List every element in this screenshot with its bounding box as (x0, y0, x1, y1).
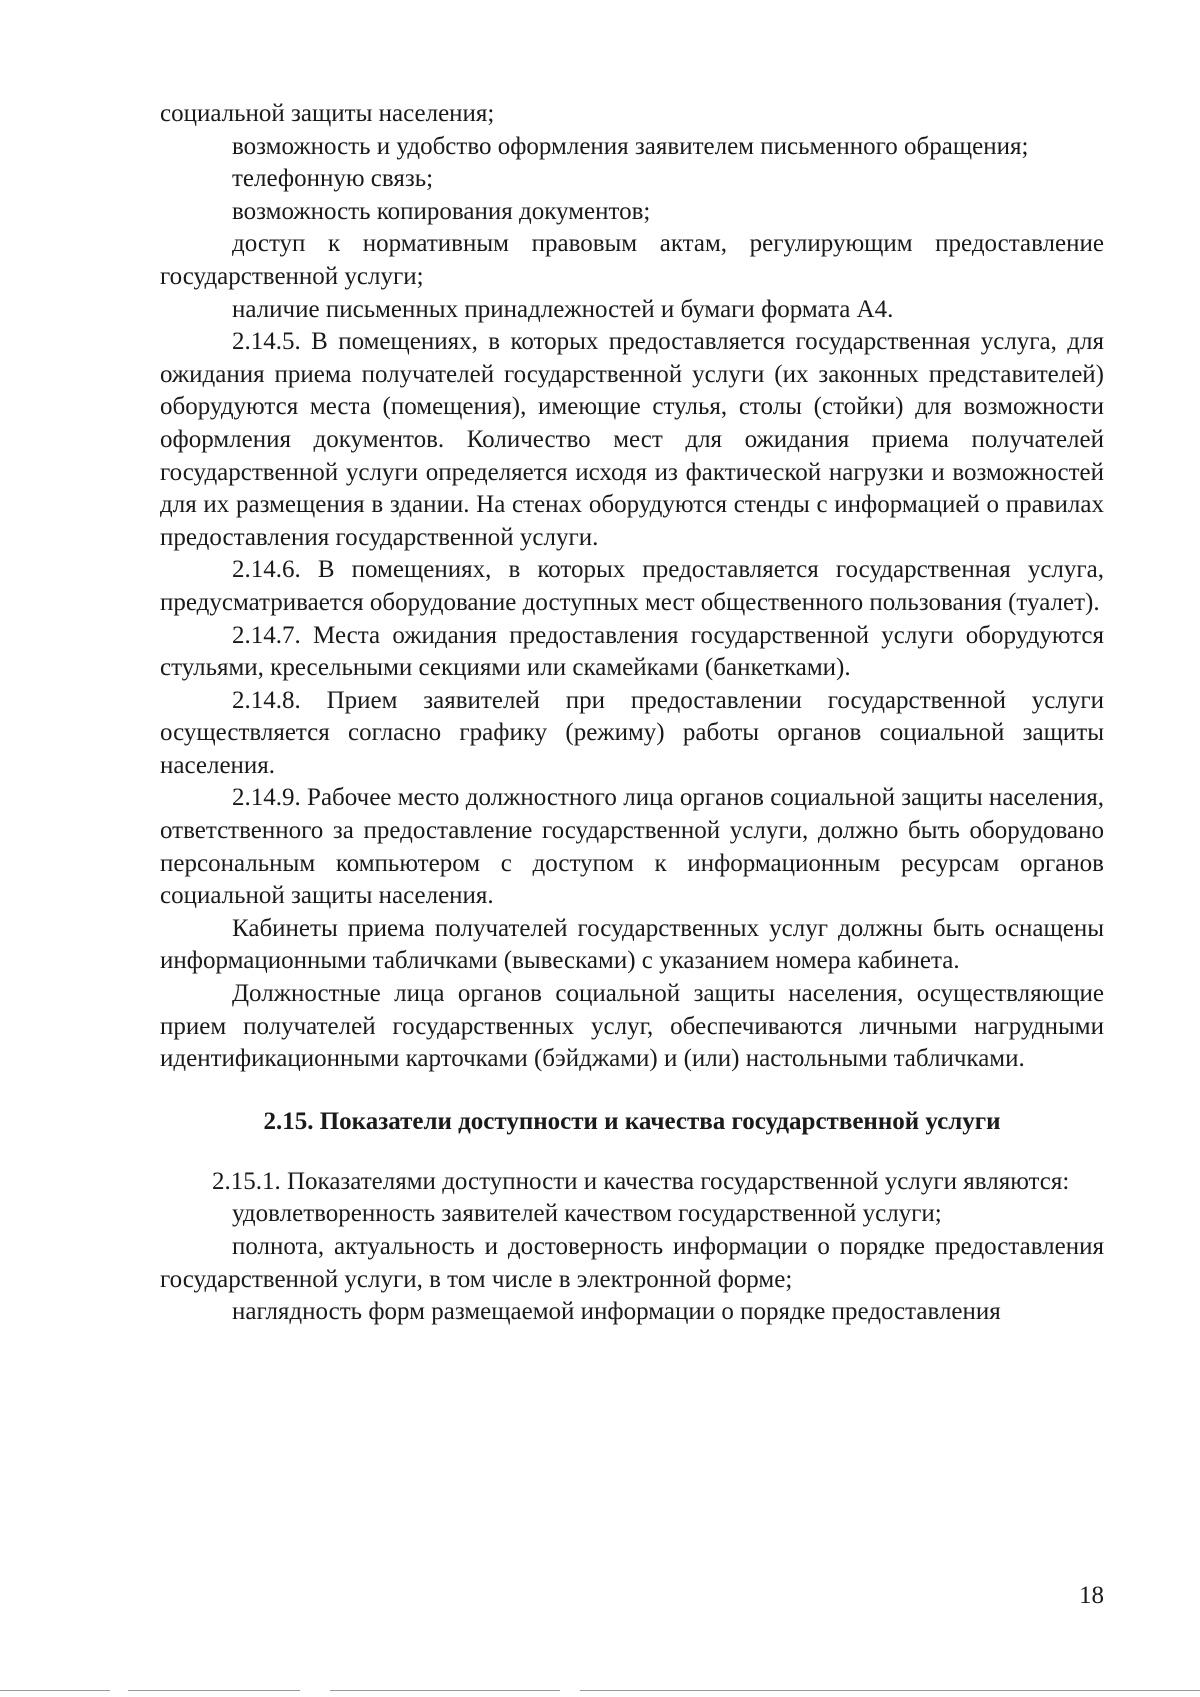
paragraph-2: возможность и удобство оформления заявителем письменного обращения; (232, 132, 1029, 160)
paragraph-6: наличие письменных принадлежностей и бумаги формата А4. (232, 295, 894, 323)
paragraph-2-14-9: 2.14.9. Рабочее место должностного лица органов социальной защиты населения, ответственного за предоставление государственной услуги, должно быть оборудовано персональным компьютером с доступом к информационным ресурсам органов социальной защиты населения. (160, 784, 1104, 910)
paragraph-visibility: наглядность форм размещаемой информации о порядке предоставления (232, 1298, 1001, 1326)
paragraph-2-14-8: 2.14.8. Прием заявителей при предоставлении государственной услуги осуществляется согласно графику (режиму) работы органов социальной защиты населения. (160, 686, 1104, 779)
paragraph-1: социальной защиты населения; (160, 100, 495, 127)
paragraph-5: доступ к нормативным правовым актам, регулирующим предоставление государственной услуги; (160, 230, 1104, 290)
scan-edge-line (0, 1690, 1200, 1691)
document-body (160, 98, 1104, 1329)
paragraph-2-15-1: 2.15.1. Показателями доступности и качества государственной услуги являются: (212, 1167, 1070, 1195)
paragraph-3: телефонную связь; (232, 165, 434, 193)
paragraph-2-14-7: 2.14.7. Места ожидания предоставления государственной услуги оборудуются стульями, кресельными секциями или скамейками (банкетками). (160, 621, 1104, 682)
section-heading: 2.15. Показатели доступности и качества государственной услуги (263, 1107, 1001, 1135)
paragraph-satisfaction: удовлетворенность заявителей качеством государственной услуги; (232, 1200, 942, 1228)
paragraph-completeness: полнота, актуальность и достоверность информации о порядке предоставления государственной услуги, в том числе в электронной форме; (160, 1233, 1104, 1293)
paragraph-2-14-5: 2.14.5. В помещениях, в которых предоставляется государственная услуга, для ожидания приема получателей государственной услуги (их законных представителей) оборудуются места (помещения), имеющие стулья, столы (стойки) для возможности оформления документов. Количество мест для ожидания приема получателей государственной услуги определяется исходя из фактической нагрузки и возможностей для их размещения в здании. На стенах оборудуются стенды с информацией о правилах предоставления государственной услуги. (160, 328, 1104, 551)
paragraph-2-14-6: 2.14.6. В помещениях, в которых предоставляется государственная услуга, предусматривается оборудование доступных мест общественного пользования (туалет). (160, 556, 1104, 616)
paragraph-cabinets: Кабинеты приема получателей государственных услуг должны быть оснащены информационными табличками (вывесками) с указанием номера кабинета. (160, 914, 1104, 975)
paragraph-officials: Должностные лица органов социальной защиты населения, осуществляющие прием получателей государственных услуг, обеспечиваются личными нагрудными идентификационными карточками (бэйджами) и (или) настольными табличками. (160, 980, 1104, 1073)
paragraph-4: возможность копирования документов; (232, 197, 651, 225)
page-number: 18 (1079, 1582, 1104, 1609)
